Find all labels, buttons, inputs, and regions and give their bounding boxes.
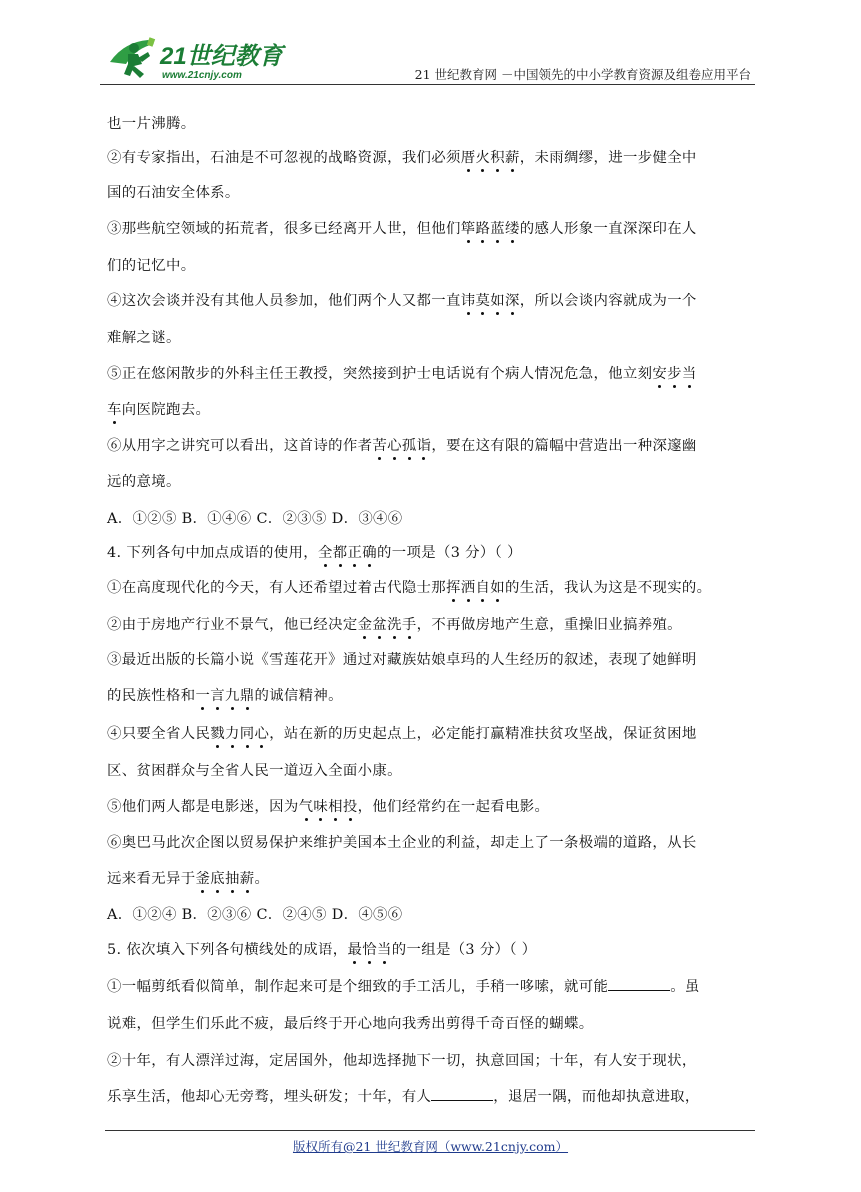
text-line	[107, 541, 522, 562]
site-logo	[104, 32, 304, 84]
text-line	[107, 1085, 700, 1106]
text-segment: 难解之谜。	[107, 330, 181, 346]
text-segment: ④只要全省人民	[107, 726, 211, 742]
text-line	[107, 903, 403, 924]
text-line	[107, 112, 195, 133]
text-segment: ②由于房地产行业不景气，他已经决定	[107, 617, 358, 633]
text-segment: ②有专家指出，石油是不可忽视的战略资源，我们必须	[107, 150, 461, 166]
text-segment: 的一组是（3 分）（ ）	[391, 942, 537, 958]
text-line	[107, 254, 195, 275]
text-line	[107, 1049, 697, 1070]
text-segment: 区、贫困群众与全省人民一道迈入全面小康。	[107, 763, 402, 779]
text-segment: 5. 依次填入下列各句横线处的成语，	[107, 942, 348, 958]
text-segment: ，他们经常约在一起看电影。	[357, 799, 550, 815]
emphasized-idiom: 釜底抽薪	[195, 871, 254, 887]
text-line	[107, 975, 700, 996]
emphasized-idiom: 筚路蓝缕	[461, 221, 520, 237]
emphasized-idiom: 一言九鼎	[195, 688, 254, 704]
fill-in-blank	[608, 978, 670, 991]
fill-in-blank	[431, 1088, 493, 1101]
text-line	[107, 470, 181, 491]
text-segment: 。虽	[670, 979, 700, 995]
text-segment: ①一幅剪纸看似简单，制作起来可是个细致的手工活儿，手稍一哆嗦，就可能	[107, 979, 609, 995]
text-line	[107, 684, 343, 705]
text-line	[107, 759, 402, 780]
text-line	[107, 1012, 593, 1033]
text-line	[107, 831, 697, 852]
text-segment: 。	[254, 871, 270, 887]
text-segment: ④这次会谈并没有其他人员参加，他们两个人又都一直	[107, 293, 461, 309]
text-segment: ，未雨绸缪，进一步健全中	[519, 150, 697, 166]
text-line	[107, 181, 240, 202]
text-segment: 们的记忆中。	[107, 258, 196, 274]
text-segment: 向医院跑去。	[121, 402, 211, 418]
logo-url: www.21cnjy.com	[162, 70, 242, 81]
site-tagline: 21 世纪教育网 －中国领先的中小学教育资源及组卷应用平台	[414, 67, 751, 82]
text-line	[107, 289, 697, 310]
logo-text: 21世纪教育	[160, 43, 283, 70]
running-figure-icon	[110, 37, 155, 78]
text-segment: ③那些航空领域的拓荒者，很多已经离开人世，但他们	[107, 221, 461, 237]
text-segment: ⑤他们两人都是电影迷，因为	[107, 799, 299, 815]
emphasized-idiom: 苦心孤诣	[372, 438, 431, 454]
text-line	[107, 648, 697, 669]
text-line	[107, 326, 181, 347]
text-line	[107, 795, 549, 816]
text-segment: 的一项是（3 分）（ ）	[376, 545, 522, 561]
text-segment: ，所以会谈内容就成为一个	[519, 293, 697, 309]
text-segment: ，要在这有限的篇幅中营造出一种深邃幽	[431, 438, 697, 454]
emphasized-idiom: 厝火积薪	[461, 150, 520, 166]
header-rule	[100, 84, 755, 85]
text-segment: ②十年，有人漂洋过海，定居国外，他却选择抛下一切，执意回国；十年，有人安于现状，	[107, 1053, 697, 1069]
emphasized-idiom: 气味相投	[299, 799, 358, 815]
text-segment: 的诚信精神。	[254, 688, 343, 704]
text-segment: ⑥从用字之讲究可以看出，这首诗的作者	[107, 438, 373, 454]
emphasized-idiom: 戮力同心	[210, 726, 269, 742]
text-segment: 乐享生活，他却心无旁骛，埋头研发；十年，有人	[107, 1089, 432, 1105]
footer-rule	[105, 1130, 755, 1131]
text-line	[107, 722, 697, 743]
emphasized-idiom: 挥洒自如	[446, 580, 505, 596]
text-line	[107, 867, 269, 888]
page-footer[interactable]	[0, 1137, 861, 1155]
emphasized-idiom: 全都正确	[318, 545, 377, 561]
copyright-link[interactable]: 版权所有@21 世纪教育网（www.21cnjy.com）	[292, 1139, 569, 1154]
text-segment: ①在高度现代化的今天，有人还希望过着古代隐士那	[107, 580, 447, 596]
text-segment: 的感人形象一直深深印在人	[519, 221, 697, 237]
text-line	[107, 217, 697, 238]
text-line	[107, 938, 537, 959]
text-segment: 也一片沸腾。	[107, 116, 196, 132]
text-line	[107, 362, 697, 383]
text-segment: 远的意境。	[107, 474, 181, 490]
text-line	[107, 613, 682, 634]
text-segment: ，不再做房地产生意，重操旧业搞养殖。	[416, 617, 682, 633]
text-segment: 远来看无异于	[107, 871, 196, 887]
text-segment: ⑥奥巴马此次企图以贸易保护来维护美国本土企业的利益，却走上了一条极端的道路，从长	[107, 835, 697, 851]
text-line	[107, 434, 697, 455]
text-segment: A．①②④ B．②③⑥ C．②④⑤ D．④⑤⑥	[107, 907, 403, 923]
text-segment: ⑤正在悠闲散步的外科主任王教授，突然接到护士电话说有个病人情况危急，他立刻	[107, 366, 653, 382]
text-segment: 4. 下列各句中加点成语的使用，	[107, 545, 318, 561]
text-line	[107, 507, 403, 528]
text-segment: A．①②⑤ B．①④⑥ C．②③⑤ D．③④⑥	[107, 511, 403, 527]
text-segment: 国的石油安全体系。	[107, 185, 240, 201]
text-segment: 的生活，我认为这是不现实的。	[505, 580, 712, 596]
text-segment: 的民族性格和	[107, 688, 196, 704]
emphasized-idiom: 最恰当	[347, 942, 391, 958]
text-segment: ，站在新的历史起点上，必定能打赢精准扶贫攻坚战，保证贫困地	[269, 726, 697, 742]
emphasized-idiom: 车	[107, 402, 122, 418]
text-segment: 说难，但学生们乐此不疲，最后终于开心地向我秀出剪得千奇百怪的蝴蝶。	[107, 1016, 594, 1032]
emphasized-idiom: 安步当	[652, 366, 696, 382]
page-header	[100, 28, 755, 88]
emphasized-idiom: 金盆洗手	[358, 617, 417, 633]
text-line	[107, 398, 210, 419]
emphasized-idiom: 讳莫如深	[461, 293, 520, 309]
text-line	[107, 576, 711, 597]
text-segment: ，退居一隅，而他却执意进取，	[493, 1089, 700, 1105]
text-segment: ③最近出版的长篇小说《雪莲花开》通过对藏族姑娘卓玛的人生经历的叙述，表现了她鲜明	[107, 652, 697, 668]
text-line	[107, 146, 697, 167]
